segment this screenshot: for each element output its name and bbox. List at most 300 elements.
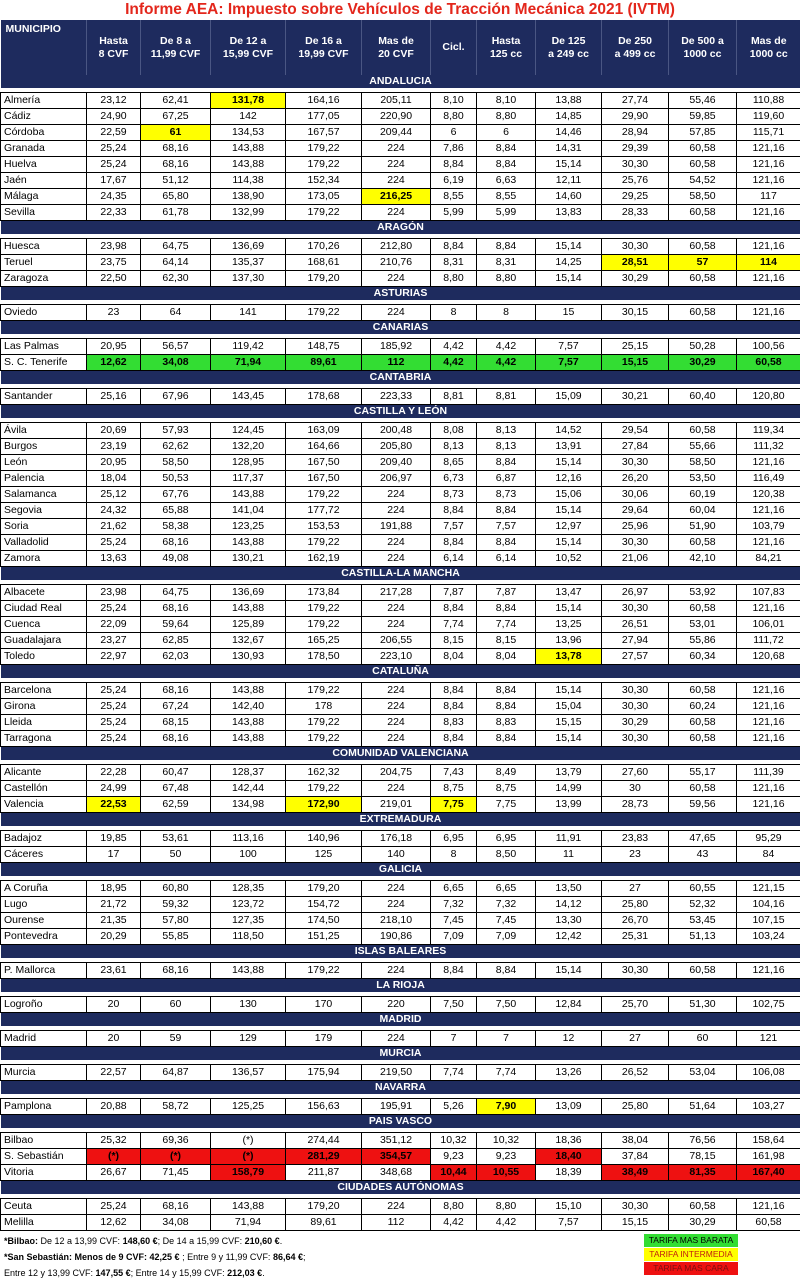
tax-value-cell: 224 [362,271,431,287]
tax-value-cell: 14,12 [536,897,602,913]
table-row [1,781,800,797]
tax-value-cell: 143,88 [211,1199,286,1215]
tax-value-cell: 15,15 [602,1215,669,1231]
tax-value-cell: 173,84 [286,585,362,601]
region-header-row [1,1047,800,1061]
footnote-segment: Entre 12 y 13,99 CVF: [4,1268,96,1278]
tax-value-cell: 224 [362,141,431,157]
municipio-cell: Ciudad Real [1,601,87,617]
municipio-cell: Salamanca [1,487,87,503]
municipio-cell: Zaragoza [1,271,87,287]
tax-value-cell: 130,21 [211,551,286,567]
region-name: LA RIOJA [1,979,800,993]
tax-value-cell: 53,04 [669,1065,737,1081]
tax-value-cell: 178,68 [286,389,362,405]
tax-value-cell: 8,84 [431,731,477,747]
tax-value-cell: 121,16 [737,715,800,731]
tax-value-cell: 354,57 [362,1149,431,1165]
footnote-segment: 86,64 € [273,1252,303,1262]
municipio-cell: Cuenca [1,617,87,633]
column-header-line: 8 CVF [99,48,129,60]
table-row [1,1149,800,1165]
tax-value-cell: 34,08 [141,355,211,371]
municipio-cell: Logroño [1,997,87,1013]
tax-value-cell: 60,58 [669,305,737,321]
municipio-cell: Teruel [1,255,87,271]
tax-value-cell: 179,22 [286,535,362,551]
tax-value-cell: 178,50 [286,649,362,665]
tax-value-cell: 29,39 [602,141,669,157]
tax-value-cell: 30,30 [602,963,669,979]
tax-value-cell: 7,75 [431,797,477,813]
tax-value-cell: 68,16 [141,1199,211,1215]
tax-value-cell: 71,45 [141,1165,211,1181]
tax-value-cell: 115,71 [737,125,800,141]
tax-value-cell: 217,28 [362,585,431,601]
column-header [87,20,141,75]
tax-value-cell: 142,44 [211,781,286,797]
municipio-cell: Badajoz [1,831,87,847]
tax-value-cell: 20 [87,997,141,1013]
tax-value-cell: 163,09 [286,423,362,439]
table-row [1,731,800,747]
table-row [1,271,800,287]
tax-value-cell: 55,17 [669,765,737,781]
table-row [1,1165,800,1181]
tax-value-cell: 28,94 [602,125,669,141]
tax-value-cell: 8,81 [477,389,536,405]
tax-value-cell: 121,16 [737,535,800,551]
tax-value-cell: 55,66 [669,439,737,455]
table-row [1,881,800,897]
municipio-cell: Valladolid [1,535,87,551]
tax-value-cell: 60,47 [141,765,211,781]
tax-value-cell: 68,16 [141,731,211,747]
tax-value-cell: 71,94 [211,1215,286,1231]
tax-value-cell: 124,45 [211,423,286,439]
tax-value-cell: 51,90 [669,519,737,535]
region-header-row [1,979,800,993]
tax-value-cell: 7,75 [477,797,536,813]
tax-value-cell: 224 [362,305,431,321]
tax-value-cell: 65,80 [141,189,211,205]
tax-value-cell: 7 [477,1031,536,1047]
tax-value-cell: 121,16 [737,239,800,255]
tax-value-cell: 141 [211,305,286,321]
tax-value-cell: 64,14 [141,255,211,271]
region-name: CATALUÑA [1,665,800,679]
column-header-line: Cicl. [442,41,464,53]
column-header-line: 1000 cc [750,48,788,60]
tax-value-cell: 200,48 [362,423,431,439]
tax-value-cell: 103,24 [737,929,800,945]
tax-value-cell: 18,95 [87,881,141,897]
municipio-cell: Bilbao [1,1133,87,1149]
tax-value-cell: 10,52 [536,551,602,567]
tax-value-cell: 23,27 [87,633,141,649]
tax-value-cell: 26,20 [602,471,669,487]
tax-value-cell: 60,58 [669,205,737,221]
tax-value-cell: 23,75 [87,255,141,271]
footnote-segment: 210,60 € [245,1236,280,1246]
tax-value-cell: 14,52 [536,423,602,439]
tax-value-cell: 12,42 [536,929,602,945]
tax-value-cell: 4,42 [477,339,536,355]
tax-value-cell: 6,19 [431,173,477,189]
tax-value-cell: 61,78 [141,205,211,221]
tax-value-cell: 143,88 [211,535,286,551]
region-name: ISLAS BALEARES [1,945,800,959]
tax-value-cell: 6,63 [477,173,536,189]
tax-value-cell: 60,58 [669,141,737,157]
tax-value-cell: 8,10 [431,93,477,109]
tax-value-cell: 153,53 [286,519,362,535]
tax-value-cell: 62,30 [141,271,211,287]
tax-value-cell: 165,25 [286,633,362,649]
municipio-cell: Pontevedra [1,929,87,945]
tax-value-cell: 6,14 [477,551,536,567]
municipio-cell: Almería [1,93,87,109]
tax-value-cell: 129 [211,1031,286,1047]
column-header-line: Mas de [751,35,787,47]
municipio-cell: Segovia [1,503,87,519]
municipio-cell: Tarragona [1,731,87,747]
table-row [1,551,800,567]
municipio-cell: Huesca [1,239,87,255]
tax-value-cell: 68,16 [141,683,211,699]
tax-value-cell: 6,65 [431,881,477,897]
tax-value-cell: 6,73 [431,471,477,487]
tax-value-cell: 60,58 [669,731,737,747]
tax-value-cell: 179,20 [286,881,362,897]
tax-value-cell: 8,84 [477,601,536,617]
tax-value-cell: 55,46 [669,93,737,109]
tax-value-cell: 117,37 [211,471,286,487]
tax-value-cell: 220 [362,997,431,1013]
tax-value-cell: 62,59 [141,797,211,813]
table-row [1,913,800,929]
tax-value-cell: 8,80 [431,1199,477,1215]
tax-value-cell: 17 [87,847,141,863]
tax-value-cell: 29,54 [602,423,669,439]
region-name: ANDALUCIA [1,75,800,88]
tax-value-cell: 4,42 [431,339,477,355]
tax-value-cell: 112 [362,355,431,371]
tax-value-cell: 224 [362,157,431,173]
tax-value-cell: 13,79 [536,765,602,781]
tax-value-cell: 76,56 [669,1133,737,1149]
tax-value-cell: 131,78 [211,93,286,109]
ivtm-table [0,20,800,1231]
tax-value-cell: 53,50 [669,471,737,487]
municipio-cell: A Coruña [1,881,87,897]
tax-value-cell: 12,11 [536,173,602,189]
tax-value-cell: 11,91 [536,831,602,847]
tax-value-cell: 6,65 [477,881,536,897]
footnotes [4,1233,305,1281]
tax-value-cell: 68,16 [141,141,211,157]
tax-value-cell: 12,16 [536,471,602,487]
municipio-cell: Granada [1,141,87,157]
tax-value-cell: 185,92 [362,339,431,355]
tax-value-cell: 170,26 [286,239,362,255]
tax-value-cell: 68,15 [141,715,211,731]
tax-value-cell: 162,19 [286,551,362,567]
tax-value-cell: 89,61 [286,355,362,371]
tax-value-cell: 179 [286,1031,362,1047]
tax-value-cell: 209,44 [362,125,431,141]
tax-value-cell: 7,45 [477,913,536,929]
tax-value-cell: 13,91 [536,439,602,455]
tax-value-cell: 125,25 [211,1099,286,1115]
table-row [1,617,800,633]
tax-value-cell: 121,16 [737,503,800,519]
tax-value-cell: 25,96 [602,519,669,535]
tax-value-cell: 179,22 [286,487,362,503]
region-name: GALICIA [1,863,800,877]
legend-cheapest: TARIFA MAS BARATA [644,1234,738,1247]
footer [0,1231,800,1281]
tax-value-cell: 211,87 [286,1165,362,1181]
column-header-line: 11,99 CVF [151,48,201,60]
tax-value-cell: 8,80 [431,109,477,125]
tax-value-cell: 121,16 [737,141,800,157]
tax-value-cell: 25,70 [602,997,669,1013]
municipio-cell: Girona [1,699,87,715]
table-row [1,109,800,125]
column-header-line: Hasta [99,35,128,47]
tax-value-cell: 114 [737,255,800,271]
tax-value-cell: 81,35 [669,1165,737,1181]
tax-value-cell: 10,32 [477,1133,536,1149]
tax-value-cell: 7,74 [431,1065,477,1081]
tax-value-cell: 4,42 [477,1215,536,1231]
tax-value-cell: 60,58 [669,683,737,699]
tax-value-cell: 130 [211,997,286,1013]
tax-value-cell: 22,57 [87,1065,141,1081]
tax-value-cell: 111,39 [737,765,800,781]
tax-value-cell: 14,31 [536,141,602,157]
tax-value-cell: 62,41 [141,93,211,109]
tax-value-cell: 134,98 [211,797,286,813]
municipio-cell: Lleida [1,715,87,731]
tax-value-cell: 224 [362,503,431,519]
tax-value-cell: 177,05 [286,109,362,125]
tax-value-cell: 7 [431,1031,477,1047]
municipio-cell: Burgos [1,439,87,455]
footnote-segment: ; [303,1252,306,1262]
tax-value-cell: 220,90 [362,109,431,125]
tax-value-cell: 7,32 [431,897,477,913]
tax-value-cell: 20,69 [87,423,141,439]
tax-value-cell: 5,99 [477,205,536,221]
tax-value-cell: 57,93 [141,423,211,439]
column-header-line: De 16 a [305,35,342,47]
tax-value-cell: 7,87 [477,585,536,601]
tax-value-cell: 8,84 [431,157,477,173]
tax-value-cell: 15,04 [536,699,602,715]
tax-value-cell: 59 [141,1031,211,1047]
footnote-segment: ; Entre 9 y 11,99 CVF: [180,1252,273,1262]
table-row [1,339,800,355]
tax-value-cell: 161,98 [737,1149,800,1165]
tax-value-cell: 8,84 [477,535,536,551]
tax-value-cell: 8,80 [477,109,536,125]
tax-value-cell: 60,24 [669,699,737,715]
table-row [1,423,800,439]
table-body [1,75,800,1231]
region-header-row [1,321,800,335]
tax-value-cell: 120,38 [737,487,800,503]
table-header-row [1,20,800,75]
table-row [1,157,800,173]
tax-value-cell: 30,30 [602,455,669,471]
tax-value-cell: 210,76 [362,255,431,271]
tax-value-cell: 102,75 [737,997,800,1013]
legend-most-expensive: TARIFA MAS CARA [644,1262,738,1275]
municipio-cell: Barcelona [1,683,87,699]
tax-value-cell: 224 [362,963,431,979]
tax-value-cell: 26,67 [87,1165,141,1181]
column-header-line: De 125 [552,35,586,47]
tax-value-cell: 25,32 [87,1133,141,1149]
table-row [1,797,800,813]
tax-value-cell: 60,58 [669,239,737,255]
tax-value-cell: 8 [477,305,536,321]
tax-value-cell: 223,10 [362,649,431,665]
tax-value-cell: 5,26 [431,1099,477,1115]
tax-value-cell: 121,16 [737,797,800,813]
region-header-row [1,75,800,88]
tax-value-cell: 114,38 [211,173,286,189]
region-name: ASTURIAS [1,287,800,301]
tax-value-cell: 125,89 [211,617,286,633]
region-name: CANTABRIA [1,371,800,385]
tax-value-cell: 8,84 [431,683,477,699]
tax-value-cell: 22,09 [87,617,141,633]
footnote-line [4,1249,305,1265]
tax-value-cell: 15,06 [536,487,602,503]
tax-value-cell: 224 [362,1031,431,1047]
tax-value-cell: 179,22 [286,205,362,221]
tax-value-cell: 224 [362,205,431,221]
tax-value-cell: 51,12 [141,173,211,189]
footnote-segment: ; De 14 a 15,99 CVF: [158,1236,245,1246]
tax-value-cell: 17,67 [87,173,141,189]
tax-value-cell: 132,20 [211,439,286,455]
tax-value-cell: 143,88 [211,601,286,617]
tax-value-cell: 158,79 [211,1165,286,1181]
table-row [1,649,800,665]
tax-value-cell: 15,14 [536,601,602,617]
tax-value-cell: 67,76 [141,487,211,503]
table-row [1,239,800,255]
tax-value-cell: 127,35 [211,913,286,929]
tax-value-cell: 9,23 [431,1149,477,1165]
tax-value-cell: 23,19 [87,439,141,455]
tax-value-cell: 121,16 [737,1199,800,1215]
column-header [286,20,362,75]
region-header-row [1,371,800,385]
tax-value-cell: (*) [211,1149,286,1165]
tax-value-cell: 143,88 [211,487,286,503]
tax-value-cell: 170 [286,997,362,1013]
table-row [1,831,800,847]
municipio-cell: S. Sebastián [1,1149,87,1165]
tax-value-cell: 107,15 [737,913,800,929]
tax-value-cell: 27,57 [602,649,669,665]
tax-value-cell: 68,16 [141,157,211,173]
tax-value-cell: 13,50 [536,881,602,897]
column-header-line: Mas de [378,35,414,47]
table-row [1,585,800,601]
tax-value-cell: 59,85 [669,109,737,125]
tax-value-cell: 62,03 [141,649,211,665]
tax-value-cell: 23 [602,847,669,863]
tax-value-cell: 8,75 [431,781,477,797]
tax-value-cell: 191,88 [362,519,431,535]
tax-value-cell: 121,15 [737,881,800,897]
tax-value-cell: 60 [669,1031,737,1047]
tax-value-cell: 14,85 [536,109,602,125]
tax-value-cell: 64,75 [141,585,211,601]
tax-value-cell: 143,88 [211,715,286,731]
municipio-cell: Vitoria [1,1165,87,1181]
tax-value-cell: 60,55 [669,881,737,897]
tax-value-cell: 15,14 [536,731,602,747]
tax-value-cell: 224 [362,683,431,699]
column-header-line: De 250 [618,35,652,47]
tax-value-cell: 30,29 [669,355,737,371]
tax-value-cell: 27,60 [602,765,669,781]
tax-value-cell: 61 [141,125,211,141]
tax-value-cell: 8,31 [477,255,536,271]
tax-value-cell: 25,16 [87,389,141,405]
tax-value-cell: 15,15 [536,715,602,731]
tax-value-cell: 8,83 [477,715,536,731]
tax-value-cell: 30,30 [602,699,669,715]
tax-value-cell: 8,84 [431,963,477,979]
tax-value-cell: 21,62 [87,519,141,535]
tax-value-cell: 60,34 [669,649,737,665]
tax-value-cell: 8,80 [477,271,536,287]
tax-value-cell: 121,16 [737,963,800,979]
tax-value-cell: 12,62 [87,1215,141,1231]
tax-value-cell: 25,24 [87,141,141,157]
tax-value-cell: 25,24 [87,601,141,617]
tax-value-cell: 224 [362,487,431,503]
tax-value-cell: 218,10 [362,913,431,929]
tax-value-cell: 168,61 [286,255,362,271]
tax-value-cell: 151,25 [286,929,362,945]
tax-value-cell: 7,50 [477,997,536,1013]
tax-value-cell: 7,57 [477,519,536,535]
tax-value-cell: 53,45 [669,913,737,929]
tax-value-cell: 120,68 [737,649,800,665]
table-row [1,471,800,487]
tax-value-cell: 8,84 [431,239,477,255]
municipio-cell: Cáceres [1,847,87,863]
tax-value-cell: 22,59 [87,125,141,141]
tax-value-cell: 5,99 [431,205,477,221]
tax-value-cell: 174,50 [286,913,362,929]
municipio-cell: Soria [1,519,87,535]
tax-value-cell: 10,44 [431,1165,477,1181]
tax-value-cell: 7,57 [536,1215,602,1231]
tax-value-cell: 156,63 [286,1099,362,1115]
tax-value-cell: 26,52 [602,1065,669,1081]
tax-value-cell: 42,10 [669,551,737,567]
